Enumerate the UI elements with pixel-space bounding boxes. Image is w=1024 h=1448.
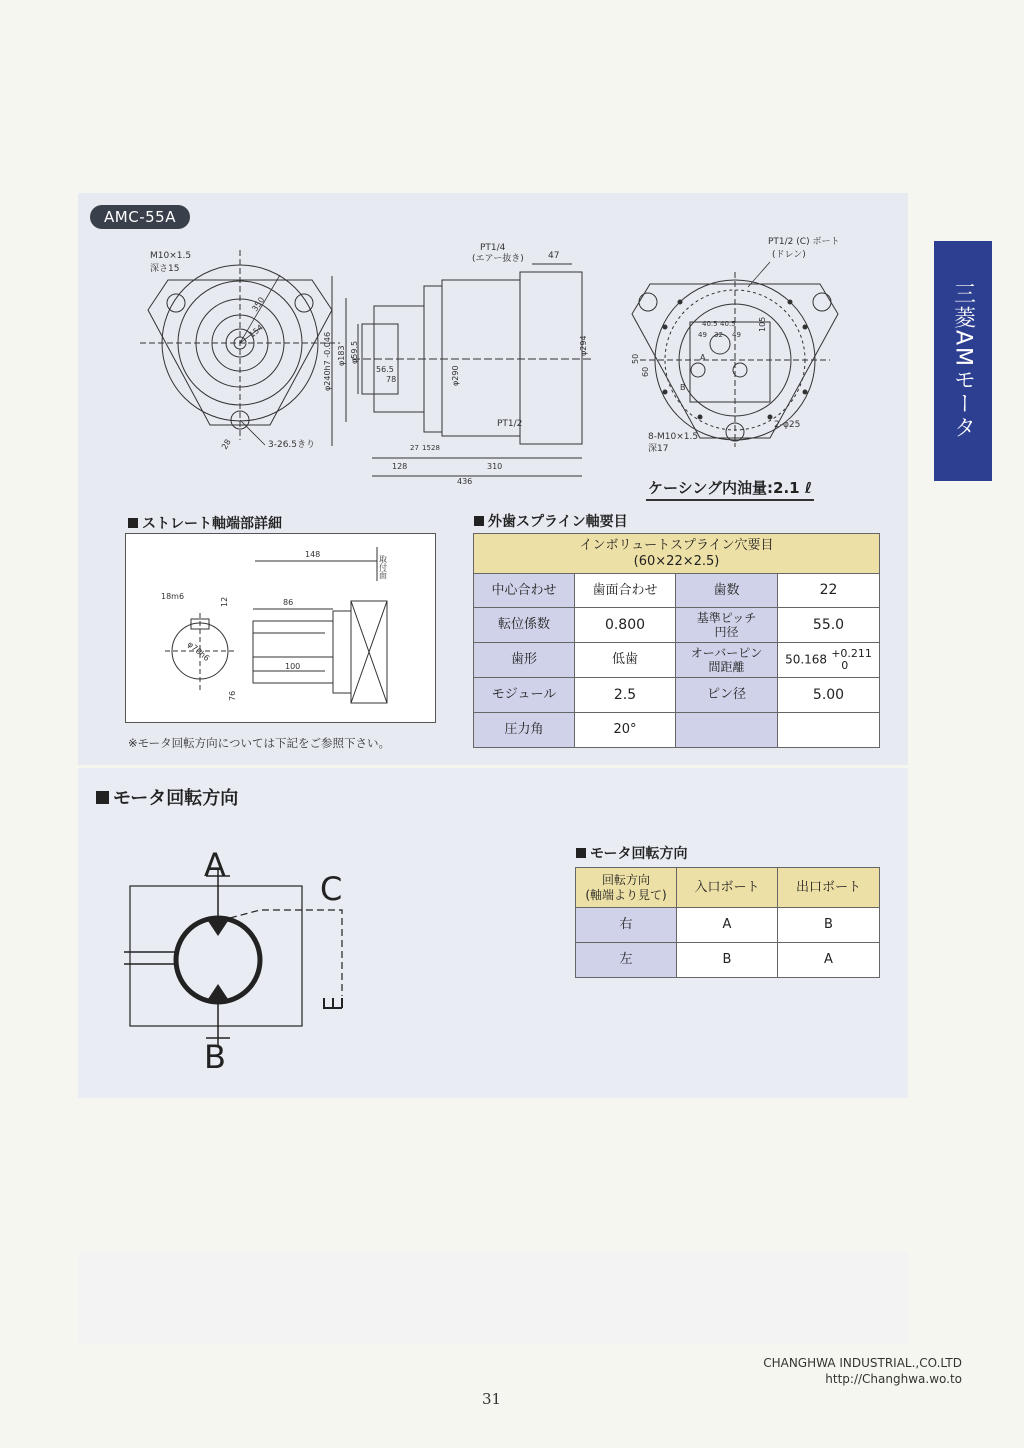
table-row: 転位係数 0.800 基準ピッチ 円径 55.0	[474, 608, 880, 643]
label-28b: 28	[431, 444, 440, 452]
rotation-table-heading: モータ回転方向	[576, 843, 687, 863]
square-bullet-icon	[128, 518, 138, 528]
table-row: 歯形 低歯 オーバーピン 間距離 50.168 +0.211 0	[474, 643, 880, 678]
label-183: φ183	[337, 345, 346, 366]
label-70: φ70h6	[185, 639, 212, 664]
label-12: 12	[220, 596, 229, 607]
side-view-drawing	[322, 236, 612, 486]
shaft-detail-drawing	[125, 533, 436, 723]
port-c-label: C	[320, 870, 343, 908]
label-60: 60	[641, 366, 650, 377]
label-310: 310	[487, 462, 503, 471]
label-18m6: 18m6	[161, 592, 185, 601]
table-row: 中心合わせ 歯面合わせ 歯数 22	[474, 574, 880, 608]
oil-capacity: ケーシング内油量:2.1 ℓ	[646, 477, 814, 501]
label-59: φ59.5	[350, 340, 359, 364]
table-row: 左 B A	[576, 943, 880, 978]
label-port-b: B	[680, 383, 686, 392]
label-air: (エアー抜き)	[472, 254, 524, 264]
label-27: 27	[410, 444, 419, 452]
faded-background-table	[78, 1252, 908, 1344]
label-32: 32	[714, 331, 723, 339]
spline-header: インボリュートスプライン穴要目 (60×22×2.5)	[474, 534, 880, 574]
footer	[763, 1355, 962, 1387]
label-436: 436	[457, 477, 473, 486]
label-m10b: 8-M10×1.5	[648, 432, 699, 442]
front-view-drawing	[140, 240, 340, 460]
label-76: 76	[228, 690, 237, 701]
label-m10: M10×1.5	[150, 251, 192, 261]
label-294: φ294	[579, 335, 588, 356]
label-290: φ290	[451, 365, 460, 386]
label-405a: 40.5	[702, 320, 718, 328]
rotation-table	[575, 867, 880, 978]
table-row: 右 A B	[576, 908, 880, 943]
label-100: 100	[285, 662, 301, 671]
label-78: 78	[386, 375, 397, 384]
outlet-arrow-icon	[206, 984, 230, 1002]
square-bullet-icon	[96, 791, 109, 804]
label-mount: 取付面	[378, 555, 388, 579]
label-50: 50	[631, 353, 640, 364]
rotation-section-heading: モータ回転方向	[96, 784, 238, 810]
square-bullet-icon	[576, 848, 586, 858]
label-128: 128	[392, 462, 408, 471]
inlet-arrow-icon	[206, 918, 230, 936]
port-a-label: A	[204, 846, 226, 884]
spline-heading: 外歯スプライン軸要目	[474, 511, 628, 531]
label-drain: (ドレン)	[772, 250, 806, 260]
label-148: 148	[305, 550, 321, 559]
port-b-label: B	[204, 1038, 226, 1076]
shaft-detail-heading: ストレート軸端部詳細	[128, 513, 282, 533]
rotation-note: ※モータ回転方向については下記をご参照下さい。	[128, 736, 390, 750]
table-row	[474, 534, 880, 574]
side-category-tab[interactable]: 三菱AMモータ	[934, 241, 992, 481]
page-number: 31	[482, 1390, 502, 1408]
table-row: 回転方向 (軸端より見て) 入口ボート 出口ボート	[576, 868, 880, 908]
square-bullet-icon	[474, 516, 484, 526]
company-name: CHANGHWA INDUSTRIAL.,CO.LTD	[763, 1356, 962, 1370]
label-565: 56.5	[376, 365, 394, 374]
table-row: 圧力角 20°	[474, 713, 880, 748]
label-15: 15	[422, 444, 431, 452]
company-url[interactable]: http://Changhwa.wo.to	[825, 1372, 962, 1387]
label-ptc: PT1/2 (C) ボート	[768, 237, 840, 247]
label-405b: 40.5	[720, 320, 736, 328]
label-105: 105	[758, 316, 767, 332]
label-49b: 49	[732, 331, 741, 339]
label-port-a: A	[700, 353, 706, 362]
label-240: φ240h7 -0.046	[323, 331, 332, 391]
model-badge: AMC-55A	[90, 205, 190, 229]
port-view-drawing	[620, 232, 850, 457]
label-350: 350	[250, 295, 267, 314]
label-49a: 49	[698, 331, 707, 339]
label-28: 28	[219, 437, 233, 451]
label-depth15: 深さ15	[150, 264, 180, 274]
label-pt12: PT1/2	[497, 419, 523, 429]
label-154: 154	[247, 322, 265, 340]
label-pt14: PT1/4	[480, 243, 506, 253]
spline-table	[473, 533, 880, 748]
label-depth17: 深17	[648, 444, 669, 454]
label-holes: 3-26.5きり	[268, 440, 316, 450]
label-86: 86	[283, 598, 294, 607]
label-47: 47	[548, 251, 560, 261]
rotation-diagram	[110, 840, 370, 1080]
over-pin-value: 50.168 +0.211 0	[778, 643, 880, 678]
label-225: 2-φ25	[774, 420, 801, 430]
table-row: モジュール 2.5 ピン径 5.00	[474, 678, 880, 713]
